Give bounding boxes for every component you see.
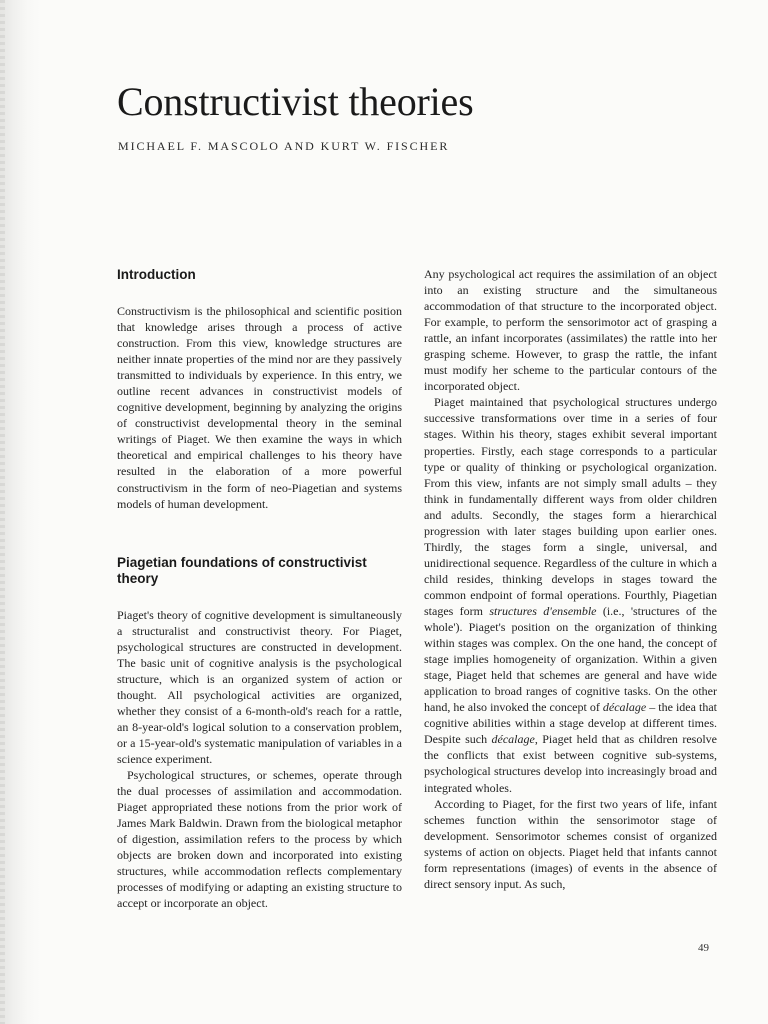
right-column [424, 266, 717, 892]
section-heading-introduction: Introduction [117, 267, 196, 282]
section-spacer [117, 512, 402, 555]
stages-text-2: (i.e., 'structures of the whole'). Piaget's position on the organization of thinking within stages was complex. On the one hand, the concept of stage implies homogeneity of organization. Within a given stage, Piaget held that schemes are general and have wide application to broad ranges of cognitive tasks. On the other hand, he also invoked the concept of [424, 603, 717, 715]
article-title: Constructivist theories [117, 79, 474, 124]
piagetian-paragraph-1: Piaget's theory of cognitive development is simultaneously a structuralist and constructivist theory. For Piaget, psychological structures are constructed in development. The basic unit of cognitive analysis is the psychological structure, which is an organized system of action or thought. All psychological activities are organized, whether they consist of a 6-month-old's reach for a rattle, an 8-year-old's logical solution to a conservation problem, or a 15-year-old's systematic manipulation of variables in a science experiment. [117, 607, 402, 767]
stages-text-1: Piaget maintained that psychological structures undergo successive transformations over time in a series of four stages. Within his theory, stages exhibit several important properties. Firstly, each stage corresponds to a particular type or quality of thinking or psychological organization. From this view, infants are not simply small adults – they think in fundamentally different ways from older children and adults. Secondly, the stages form a hierarchical progression with later stages building upon earlier ones. Thirdly, the stages form a single, universal, and unidirectional sequence. Regardless of the culture in which a child resides, thinking develops in stages toward the common endpoint of formal operations. Fourthly, Piagetian stages form [424, 395, 717, 618]
stages-italic-structures: structures d'ensemble [489, 603, 597, 618]
introduction-paragraph: Constructivism is the philosophical and scientific position that knowledge arises through a process of active construction. From this view, knowledge structures are neither innate properties of the mind nor are they passively transmitted to individuals by experience. In this entry, we outline recent advances in constructivist models of cognitive development, beginning by analyzing the origins of constructivist developmental theory in the seminal writings of Piaget. We then examine the ways in which theoretical and empirical challenges to his theory have resulted in the elaboration of a more powerful constructivism in the form of neo-Piagetian and systems models of human development. [117, 304, 402, 511]
scan-binding-edge [0, 0, 40, 1024]
section-heading-piagetian: Piagetian foundations of constructivist theory [117, 554, 367, 586]
stages-text-4: , Piaget held that as children resolve the conflicts that exist between cognitive sub-systems, psychological structures develop into increasingly broad and integrated wholes. [424, 732, 717, 795]
left-column [117, 267, 402, 912]
article-authors: MICHAEL F. MASCOLO AND KURT W. FISCHER [118, 139, 450, 153]
piagetian-paragraph-2: Psychological structures, or schemes, operate through the dual processes of assimilation and accommodation. Piaget appropriated these notions from the prior work of James Mark Baldwin. Drawn from the biological metaphor of digestion, assimilation refers to the process by which objects are broken down and incorporated into existing structures, while accommodation reflects complementary processes of modifying or adapting an existing structure to accept or incorporate an object. [117, 768, 402, 911]
stages-paragraph [424, 394, 717, 795]
stages-text-3: – the idea that cognitive abilities within a stage develop at different times. Despite such [424, 700, 717, 747]
heading-spacer [117, 283, 402, 303]
stages-italic-decalage-1: décalage [602, 700, 647, 715]
page-number: 49 [698, 942, 709, 954]
heading-spacer [117, 587, 402, 607]
assimilation-paragraph: Any psychological act requires the assimilation of an object into an existing structure and the simultaneous accommodation of that structure to the incorporated object. For example, to perform the sensorimotor act of grasping a rattle, an infant incorporates (assimilates) the rattle into her grasping scheme. However, to grasp the rattle, the infant must modify her scheme to the particular contours of the incorporated object. [424, 267, 717, 394]
stages-italic-decalage-2: décalage [491, 732, 535, 747]
sensorimotor-paragraph: According to Piaget, for the first two years of life, infant schemes function within the sensorimotor stage of development. Sensorimotor schemes consist of organized systems of action on objects. Piaget held that infants cannot form representations (images) of events in the absence of direct sensory input. As such, [424, 796, 717, 891]
